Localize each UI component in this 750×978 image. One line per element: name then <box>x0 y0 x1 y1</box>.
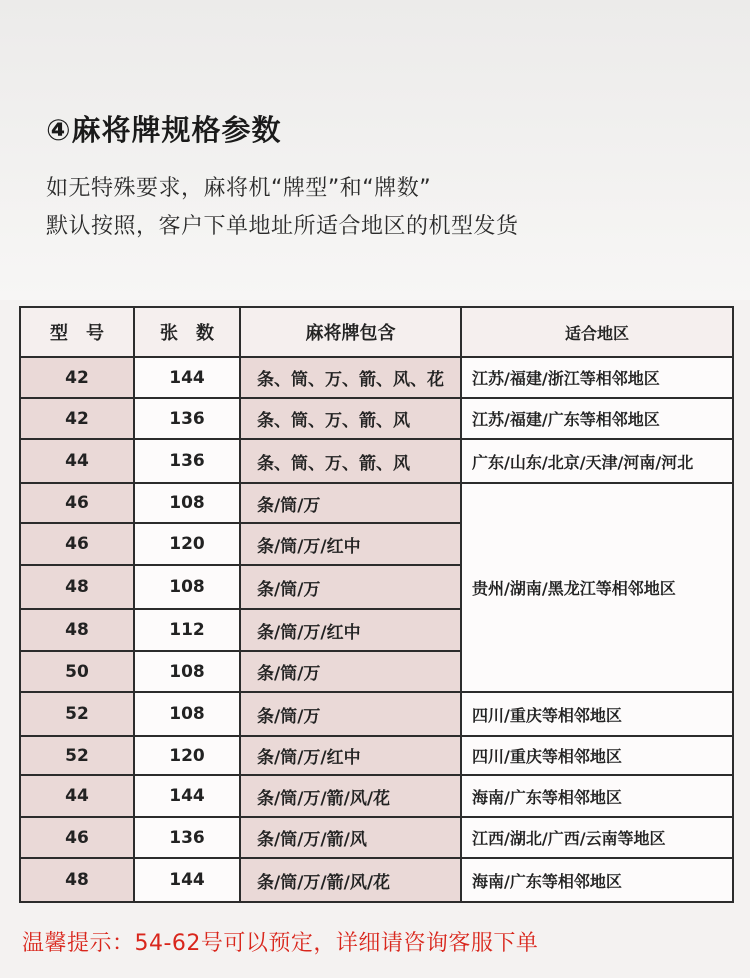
cell-region: 江西/湖北/广西/云南等地区 <box>461 817 733 858</box>
table-row <box>20 736 733 775</box>
cell-count: 108 <box>134 692 240 736</box>
intro-line-2: 默认按照，客户下单地址所适合地区的机型发货 <box>46 214 519 239</box>
cell-region: 江苏/福建/广东等相邻地区 <box>461 398 733 439</box>
header-tiles: 麻将牌包含 <box>240 307 461 357</box>
cell-count: 144 <box>134 858 240 902</box>
table-row <box>20 858 733 902</box>
cell-model: 46 <box>20 817 134 858</box>
table-row <box>20 483 733 523</box>
cell-tiles: 条/筒/万/红中 <box>240 609 461 651</box>
cell-model: 48 <box>20 565 134 609</box>
cell-model: 52 <box>20 736 134 775</box>
cell-count: 136 <box>134 817 240 858</box>
intro-line-1: 如无特殊要求，麻将机“牌型”和“牌数” <box>46 176 432 201</box>
cell-tiles: 条/筒/万 <box>240 651 461 692</box>
cell-region: 海南/广东等相邻地区 <box>461 858 733 902</box>
cell-model: 46 <box>20 523 134 565</box>
cell-tiles: 条/筒/万/红中 <box>240 736 461 775</box>
cell-region: 广东/山东/北京/天津/河南/河北 <box>461 439 733 483</box>
cell-tiles: 条/筒/万 <box>240 483 461 523</box>
cell-count: 108 <box>134 651 240 692</box>
cell-count: 108 <box>134 565 240 609</box>
cell-region: 四川/重庆等相邻地区 <box>461 692 733 736</box>
cell-model: 42 <box>20 357 134 398</box>
cell-count: 136 <box>134 439 240 483</box>
footer-reminder: 温馨提示：54-62号可以预定，详细请咨询客服下单 <box>22 931 539 956</box>
table-row <box>20 817 733 858</box>
cell-model: 44 <box>20 439 134 483</box>
page-background <box>0 0 750 300</box>
cell-model: 42 <box>20 398 134 439</box>
cell-region: 江苏/福建/浙江等相邻地区 <box>461 357 733 398</box>
cell-tiles: 条/筒/万 <box>240 692 461 736</box>
cell-model: 48 <box>20 858 134 902</box>
cell-count: 112 <box>134 609 240 651</box>
cell-tiles: 条/筒/万 <box>240 565 461 609</box>
cell-tiles: 条、筒、万、箭、风、花 <box>240 357 461 398</box>
cell-tiles: 条/筒/万/箭/风 <box>240 817 461 858</box>
cell-model: 44 <box>20 775 134 817</box>
table-row <box>20 357 733 398</box>
cell-region: 四川/重庆等相邻地区 <box>461 736 733 775</box>
header-region: 适合地区 <box>461 307 733 357</box>
cell-tiles: 条/筒/万/箭/风/花 <box>240 858 461 902</box>
intro-text <box>46 170 519 246</box>
cell-tiles: 条、筒、万、箭、风 <box>240 398 461 439</box>
table-row <box>20 398 733 439</box>
cell-tiles: 条/筒/万/红中 <box>240 523 461 565</box>
cell-model: 48 <box>20 609 134 651</box>
cell-tiles: 条/筒/万/箭/风/花 <box>240 775 461 817</box>
cell-tiles: 条、筒、万、箭、风 <box>240 439 461 483</box>
cell-count: 144 <box>134 357 240 398</box>
cell-count: 136 <box>134 398 240 439</box>
table-row <box>20 692 733 736</box>
spec-table <box>19 306 734 903</box>
header-model: 型 号 <box>20 307 134 357</box>
cell-count: 120 <box>134 523 240 565</box>
cell-region-merged: 贵州/湖南/黑龙江等相邻地区 <box>461 483 733 692</box>
cell-model: 46 <box>20 483 134 523</box>
cell-model: 50 <box>20 651 134 692</box>
table-row <box>20 439 733 483</box>
cell-count: 120 <box>134 736 240 775</box>
table-header-row <box>20 307 733 357</box>
cell-count: 108 <box>134 483 240 523</box>
cell-region: 海南/广东等相邻地区 <box>461 775 733 817</box>
table-row <box>20 775 733 817</box>
section-heading: ④麻将牌规格参数 <box>46 113 282 147</box>
cell-model: 52 <box>20 692 134 736</box>
header-count: 张 数 <box>134 307 240 357</box>
cell-count: 144 <box>134 775 240 817</box>
